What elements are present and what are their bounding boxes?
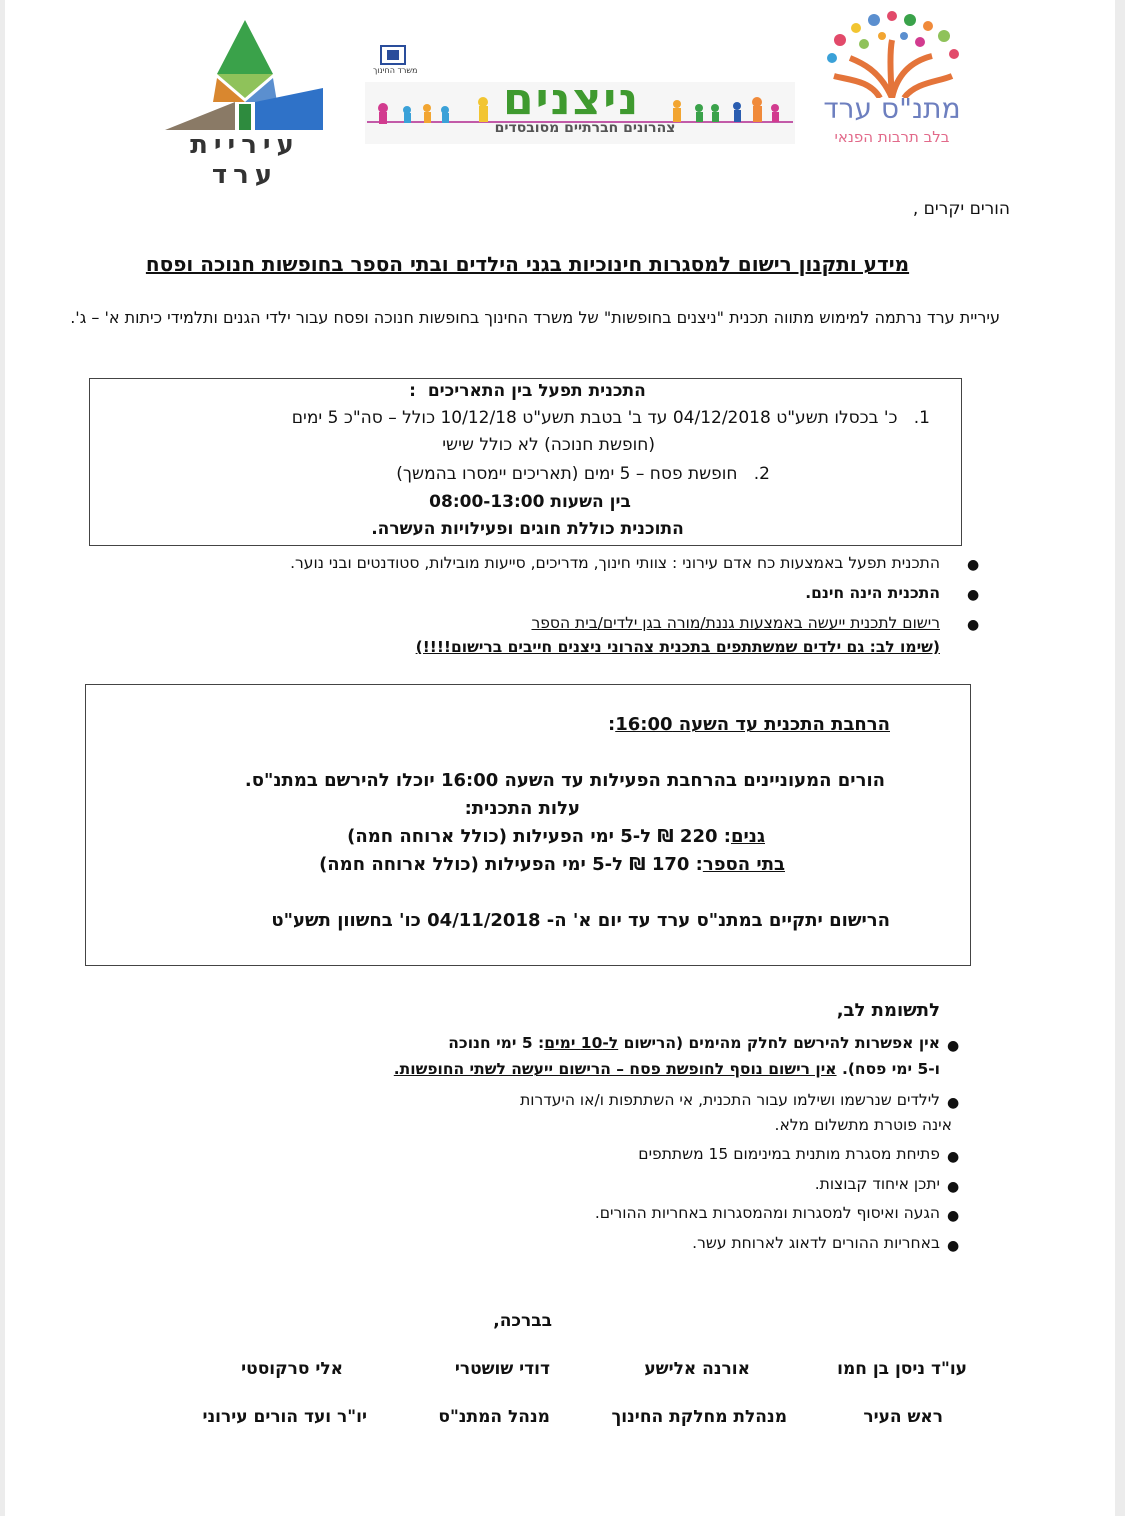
dates-item-1-cont: (חופשת חנוכה) לא כולל שישי — [442, 435, 655, 455]
signatory-name: דודי שושטרי — [454, 1359, 550, 1379]
intro-paragraph: עיריית ערד נרתמה למימוש מתווה תכנית "ניצנים בחופשות" של משרד החינוך בחופשות חנוכה ופסח עבור ילדי הגנים ותלמידי כיתות א' – ג'. — [70, 308, 1000, 327]
attention-bullet-2: לילדים שנרשמו ושילמו עבור התכנית, אי השתתפות ו/או היעדרות — [520, 1091, 940, 1109]
bullet-icon: ● — [947, 1208, 960, 1224]
signatory-role: מנהלת מחלקת החינוך — [611, 1407, 787, 1427]
attention-heading: לתשומת לב, — [836, 1000, 940, 1021]
registration-note: (שימו לב: גם ילדים שמשתתפים בתכנית צהרוני ניצנים חייבים ברישום!!!!) — [415, 638, 940, 656]
page-title: מידע ותקנון רישום למסגרות חינוכיות בגני הילדים ובתי הספר בחופשות חנוכה ופסח — [145, 252, 910, 276]
bullet-icon: ● — [947, 1179, 960, 1195]
attention-bullet-3: פתיחת מסגרת מותנית במינימום 15 משתתפים — [638, 1145, 940, 1163]
program-hours: בין השעות 08:00-13:00 — [429, 492, 631, 512]
attention-bullet-1-cont: ו-5 ימי פסח). אין רישום נוסף לחופשת פסח – הרישום ייעשה לשתי החופשות. — [393, 1060, 940, 1078]
signatory-role: יו"ר ועד הורים עירוני — [202, 1407, 367, 1427]
bullet-icon: ● — [947, 1095, 960, 1111]
attention-bullet-1: אין אפשרות להירשם לחלק מהימים (הרישום ל-10 ימים: 5 ימי חנוכה — [448, 1034, 940, 1052]
arad-logo-text: עיריית ערד — [190, 130, 300, 190]
signatory-role: מנהל המתנ"ס — [438, 1407, 550, 1427]
free-bullet: התכנית הינה חינם. — [805, 584, 940, 602]
bullet-icon: ● — [967, 587, 980, 603]
dates-item-1: 1. כ' בכסלו תשע"ט 04/12/2018 עד ב' בטבת תשע"ט 10/12/18 כולל – סה"כ 5 ימים — [291, 408, 930, 428]
document-page — [5, 0, 1115, 1516]
extension-heading: הרחבת התכנית עד השעה 16:00: — [608, 714, 890, 735]
ministry-label: משרד החינוך — [373, 66, 418, 75]
signoff: בברכה, — [493, 1311, 552, 1331]
bullet-icon: ● — [947, 1149, 960, 1165]
registration-bullet: רישום לתכנית ייעשה באמצעות גננת/מורה בגן ילדים/בית הספר — [531, 614, 940, 632]
cost-label: עלות התכנית: — [464, 798, 580, 819]
signatory-name: אלי סרקוסטי — [241, 1359, 343, 1379]
bullet-icon: ● — [967, 557, 980, 573]
bullet-icon: ● — [947, 1038, 960, 1054]
attention-bullet-5: הגעה ואיסוף למסגרות ומהמסגרות באחריות ההורים. — [594, 1204, 940, 1222]
signatory-name: אורנה אלישע — [644, 1359, 750, 1379]
matnas-hearts-tree-logo — [820, 10, 965, 98]
bullet-icon: ● — [967, 617, 980, 633]
matnas-logo-title: מתנ"ס ערד — [823, 92, 961, 125]
registration-deadline: הרישום יתקיים במתנ"ס ערד עד יום א' ה- 04/11/2018 כו' בחשוון תשע"ט — [271, 910, 890, 931]
signatory-role: ראש העיר — [863, 1407, 943, 1427]
arad-municipality-logo — [165, 18, 325, 130]
staff-bullet: התכנית תפעל באמצעות כח אדם עירוני : צוותי חינוך, מדריכים, סייעות מובילות, סטודנטים ובני נוער. — [290, 554, 940, 572]
attention-bullet-6: באחריות ההורים לדאוג לארוחת עשר. — [692, 1234, 940, 1252]
nizanim-logo-title: ניצנים — [503, 74, 641, 125]
nizanim-logo-subtitle: צהרונים חברתיים מסובסדים — [494, 120, 676, 136]
greeting: הורים יקרים , — [912, 199, 1010, 219]
school-cost: בתי הספר: 170 ₪ ל-5 ימי הפעילות (כולל ארוחה חמה) — [319, 854, 785, 875]
kindergarten-cost: גנים: 220 ₪ ל-5 ימי הפעילות (כולל ארוחה חמה) — [347, 826, 765, 847]
dates-item-2: 2. חופשת פסח – 5 ימים (תאריכים יימסרו בהמשך) — [396, 464, 770, 484]
program-includes: התוכנית כוללת חוגים ופעילויות העשרה. — [371, 519, 684, 539]
bullet-icon: ● — [947, 1238, 960, 1254]
attention-bullet-4: יתכן איחוד קבוצות. — [814, 1175, 940, 1193]
dates-heading: התכנית תפעל בין התאריכים : — [409, 381, 646, 401]
extension-line: הורים המעוניינים בהרחבת הפעילות עד השעה 16:00 יוכלו להירשם במתנ"ס. — [244, 770, 885, 791]
matnas-logo-subtitle: בלב תרבות הפנאי — [834, 128, 950, 146]
attention-bullet-2-cont: אינה פוטרת מתשלום מלא. — [774, 1116, 952, 1134]
signatory-name: עו"ד ניסן בן חמו — [837, 1359, 967, 1379]
